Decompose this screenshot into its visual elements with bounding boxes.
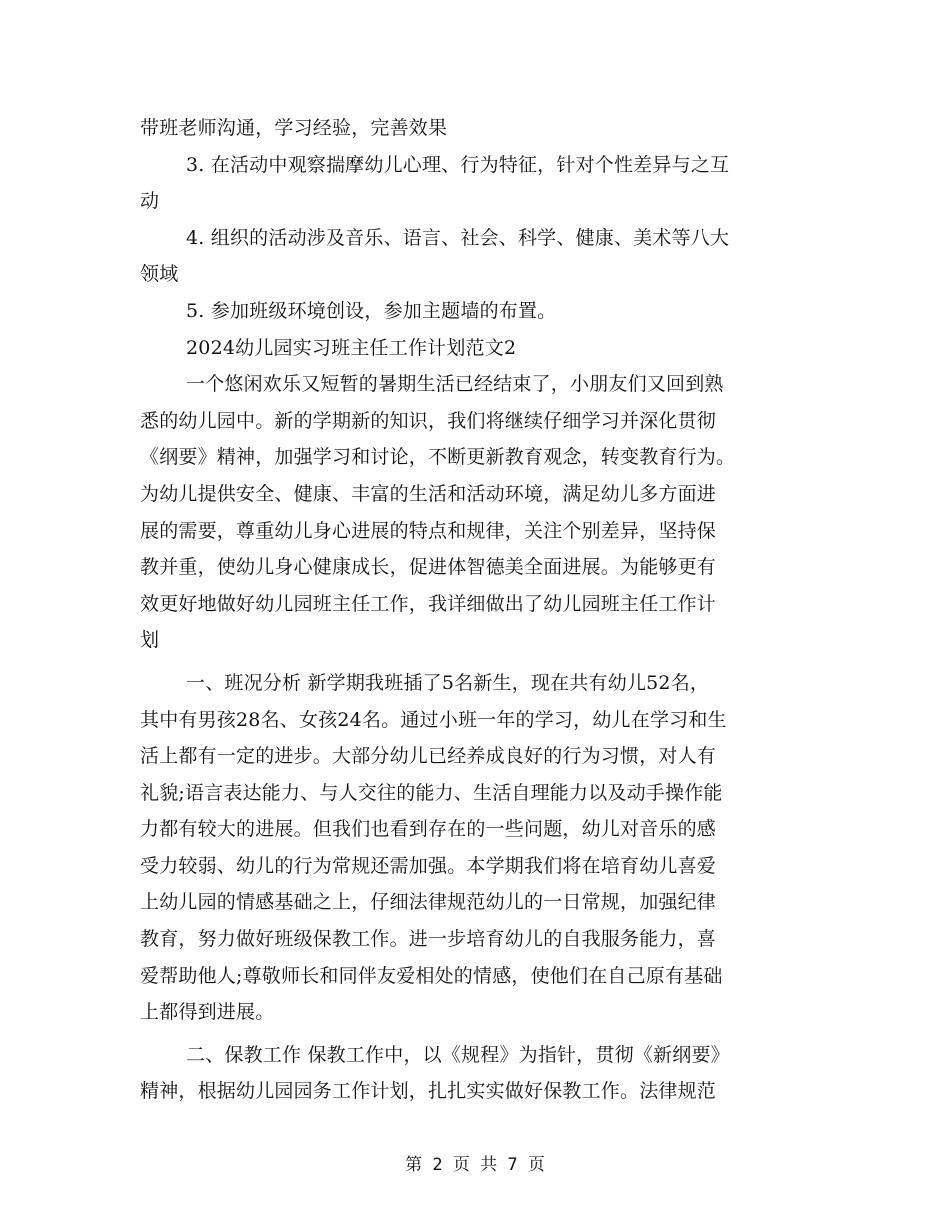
text-line: 悉的幼儿园中。新的学期新的知识，我们将继续仔细学习并深化贯彻 — [140, 409, 717, 432]
text-line: 效更好地做好幼儿园班主任工作，我详细做出了幼儿园班主任工作计 — [140, 592, 717, 615]
text-line: 划 — [140, 629, 160, 652]
text-line: 3. 在活动中观察揣摩幼儿心理、行为特征，针对个性差异与之互 — [186, 153, 730, 176]
text-line: 5. 参加班级环境创设，参加主题墙的布置。 — [186, 299, 557, 322]
text-line: 力都有较大的进展。但我们也看到存在的一些问题，幼儿对音乐的感 — [140, 818, 717, 841]
text-line: 带班老师沟通，学习经验，完善效果 — [140, 117, 448, 139]
text-line: 活上都有一定的进步。大部分幼儿已经养成良好的行为习惯，对人有 — [140, 745, 717, 768]
text-line: 《纲要》精神，加强学习和讨论，不断更新教育观念，转变教育行为。 — [140, 446, 736, 469]
text-line: 爱帮助他人;尊敬师长和同伴友爱相处的情感，使他们在自己原有基础 — [140, 964, 723, 987]
text-line: 教育，努力做好班级保教工作。进一步培育幼儿的自我服务能力，喜 — [140, 928, 717, 951]
text-line: 受力较弱、幼儿的行为常规还需加强。本学期我们将在培育幼儿喜爱 — [140, 854, 717, 877]
text-line: 4. 组织的活动涉及音乐、语言、社会、科学、健康、美术等八大 — [186, 226, 730, 249]
document-body — [140, 110, 810, 1110]
text-line: 动 — [140, 190, 160, 213]
text-line: 精神，根据幼儿园园务工作计划，扎扎实实做好保教工作。法律规范 — [140, 1080, 717, 1103]
text-line: 展的需要，尊重幼儿身心进展的特点和规律，关注个别差异，坚持保 — [140, 519, 717, 542]
text-line: 上幼儿园的情感基础之上，仔细法律规范幼儿的一日常规，加强纪律 — [140, 891, 717, 914]
page-footer: 第 2 页 共 7 页 — [405, 1155, 545, 1175]
text-line: 上都得到进展。 — [140, 1001, 275, 1024]
text-line: 教并重，使幼儿身心健康成长，促进体智德美全面进展。为能够更有 — [140, 556, 717, 579]
text-line: 一、班况分析 新学期我班插了5名新生，现在共有幼儿52名， — [186, 671, 710, 694]
text-line: 其中有男孩28名、女孩24名。通过小班一年的学习，幼儿在学习和生 — [140, 708, 727, 731]
text-line: 领域 — [140, 263, 179, 286]
text-line: 二、保教工作 保教工作中，以《规程》为指针，贯彻《新纲要》 — [186, 1043, 730, 1066]
text-line: 一个悠闲欢乐又短暂的暑期生活已经结束了，小朋友们又回到熟 — [186, 373, 724, 396]
text-line: 2024幼儿园实习班主任工作计划范文2 — [186, 336, 517, 359]
text-line: 为幼儿提供安全、健康、丰富的生活和活动环境，满足幼儿多方面进 — [140, 482, 717, 505]
text-line: 礼貌;语言表达能力、与人交往的能力、生活自理能力以及动手操作能 — [140, 781, 723, 804]
